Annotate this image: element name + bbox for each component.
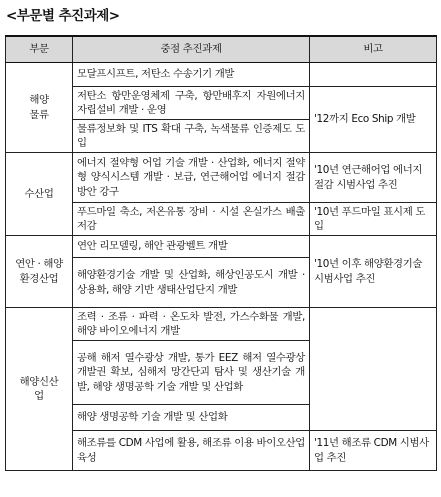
task-cell: 연안 리모델링, 해안 관광벨트 개발 (73, 236, 310, 258)
note-cell: '10년 푸드마일 표시제 도입 (310, 203, 437, 236)
header-category: 부문 (6, 36, 73, 63)
header-tasks: 중점 추진과제 (73, 36, 310, 63)
note-cell: '10년 이후 해양환경기술 시범사업 추진 (310, 236, 437, 308)
task-table (5, 35, 437, 471)
table-row (6, 153, 437, 203)
category-label: 연안 · 해양 환경산업 (15, 258, 63, 285)
category-cell (6, 153, 73, 236)
table-row (6, 63, 437, 87)
category-label: 수산업 (24, 187, 54, 200)
task-cell: 해양환경기술 개발 및 산업화, 해상인공도시 개발 · 상용화, 해양 기반 생태산업단지 개발 (73, 258, 310, 308)
category-label: 해양 물류 (29, 94, 49, 121)
category-cell (6, 63, 73, 153)
task-cell: 물류정보화 및 ITS 확대 구축, 녹색물류 인증제도 도입 (73, 120, 310, 153)
task-cell: 해양 생명공학 기술 개발 및 산업화 (73, 405, 310, 431)
header-notes: 비고 (310, 36, 437, 63)
note-cell (310, 308, 437, 431)
table-row (6, 236, 437, 258)
task-cell: 공해 해저 열수광상 개발, 통가 EEZ 해저 열수광상 개발권 확보, 심해저 망간단괴 탐사 및 생산기술 개발, 해양 생명공학 기술 개발 및 산업화 (73, 341, 310, 405)
table-row (6, 308, 437, 341)
category-label: 해양신산 업 (19, 375, 59, 402)
category-cell (6, 236, 73, 308)
header-row (6, 36, 437, 63)
category-cell (6, 308, 73, 471)
section-title: <부문별 추진과제> (6, 8, 120, 24)
task-cell: 조력 · 조류 · 파력 · 온도차 발전, 가스수화물 개발, 해양 바이오에너지 개발 (73, 308, 310, 341)
task-cell: 에너지 절약형 어업 기술 개발 · 산업화, 에너지 절약형 양식시스템 개발 · 보급, 연근해어업 에너지 절감방안 강구 (73, 153, 310, 203)
task-cell: 해조류를 CDM 사업에 활용, 해조류 이용 바이오산업 육성 (73, 431, 310, 471)
task-cell: 모달프시프트, 저탄소 수송기기 개발 (73, 63, 310, 87)
note-cell: '11년 해조류 CDM 시범사업 추진 (310, 431, 437, 471)
note-cell: '12까지 Eco Ship 개발 (310, 87, 437, 153)
note-cell (310, 63, 437, 87)
note-cell: '10년 연근해어업 에너지 절감 시범사업 추진 (310, 153, 437, 203)
task-cell: 저탄소 항만운영체제 구축, 항만배후지 자원에너지 자립설비 개발 · 운영 (73, 87, 310, 120)
task-cell: 푸드마일 축소, 저온유통 장비 · 시설 온실가스 배출 저감 (73, 203, 310, 236)
